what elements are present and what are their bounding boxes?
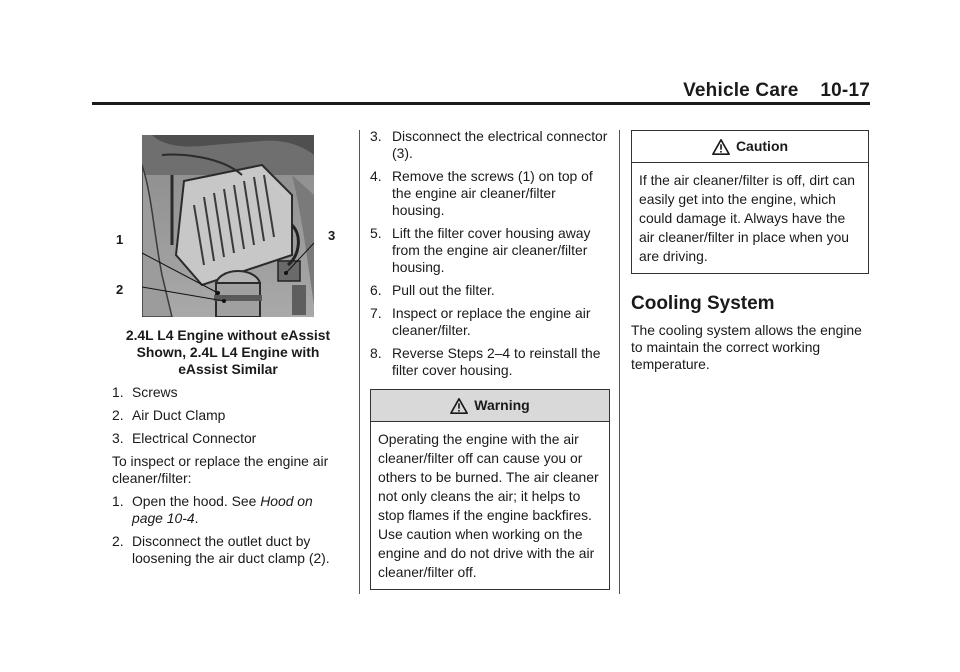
step-item: 7. Inspect or replace the engine air cleaner/filter. (370, 305, 591, 338)
callout-1: 1 (116, 232, 124, 247)
engine-air-cleaner-illustration (142, 135, 314, 317)
step-item: 3. Disconnect the electrical connector (3). (370, 128, 608, 161)
warning-triangle-icon (712, 138, 730, 156)
cooling-system-paragraph: The cooling system allows the engine to maintain the correct working temperature. (631, 322, 862, 372)
legend-item: 2. Air Duct Clamp (112, 407, 226, 423)
caution-box (631, 130, 869, 274)
step-item: 1. Open the hood. See Hood on page 10-4. (112, 493, 313, 526)
legend-item: 3. Electrical Connector (112, 430, 257, 446)
step-item: 4. Remove the screws (1) on top of the engine air cleaner/filter housing. (370, 168, 593, 218)
callout-3: 3 (328, 228, 336, 243)
caution-text: If the air cleaner/filter is off, dirt can easily get into the engine, which could damage it. Always have the air cleaner/filter in place when you are driving. (639, 172, 855, 264)
column-divider-right (619, 130, 620, 594)
warning-box (370, 389, 610, 590)
warning-header (371, 390, 609, 422)
figure-caption: 2.4L L4 Engine without eAssist Shown, 2.4L L4 Engine with eAssist Similar (125, 327, 331, 377)
column-divider-left (359, 130, 360, 594)
header-title: Vehicle Care 10-17 (683, 80, 870, 101)
callout-2: 2 (116, 282, 124, 297)
column-3 (631, 130, 869, 373)
column-2 (370, 128, 610, 590)
step-item: 5. Lift the filter cover housing away from the engine air cleaner/filter housing. (370, 225, 591, 275)
step-item: 6. Pull out the filter. (370, 282, 495, 298)
intro-paragraph: To inspect or replace the engine air cleaner/filter: (112, 453, 329, 486)
warning-title: Warning (474, 397, 530, 413)
header-rule (92, 102, 870, 105)
warning-text: Operating the engine with the air cleaner/filter off can cause you or others to be burned. The air cleaner not only cleans the air; it helps to stop flames if the engine backfires. Use caution when working on the engine and do not drive with the air cleaner/filter off. (378, 431, 599, 580)
warning-triangle-icon (450, 397, 468, 415)
step-item: 8. Reverse Steps 2–4 to reinstall the filter cover housing. (370, 345, 601, 378)
caution-header (632, 131, 868, 163)
legend-list (112, 384, 344, 447)
column-1 (112, 135, 344, 567)
hood-page-link[interactable]: Hood on page 10-4 (132, 493, 313, 526)
steps-list-part-1 (112, 493, 344, 567)
legend-item: 1. Screws (112, 384, 178, 400)
cooling-system-heading: Cooling System (631, 293, 775, 314)
steps-list-part-2 (370, 128, 610, 379)
step-item: 2. Disconnect the outlet duct by loosening the air duct clamp (2). (112, 533, 330, 566)
engine-figure (112, 135, 344, 319)
caution-title: Caution (735, 138, 789, 154)
